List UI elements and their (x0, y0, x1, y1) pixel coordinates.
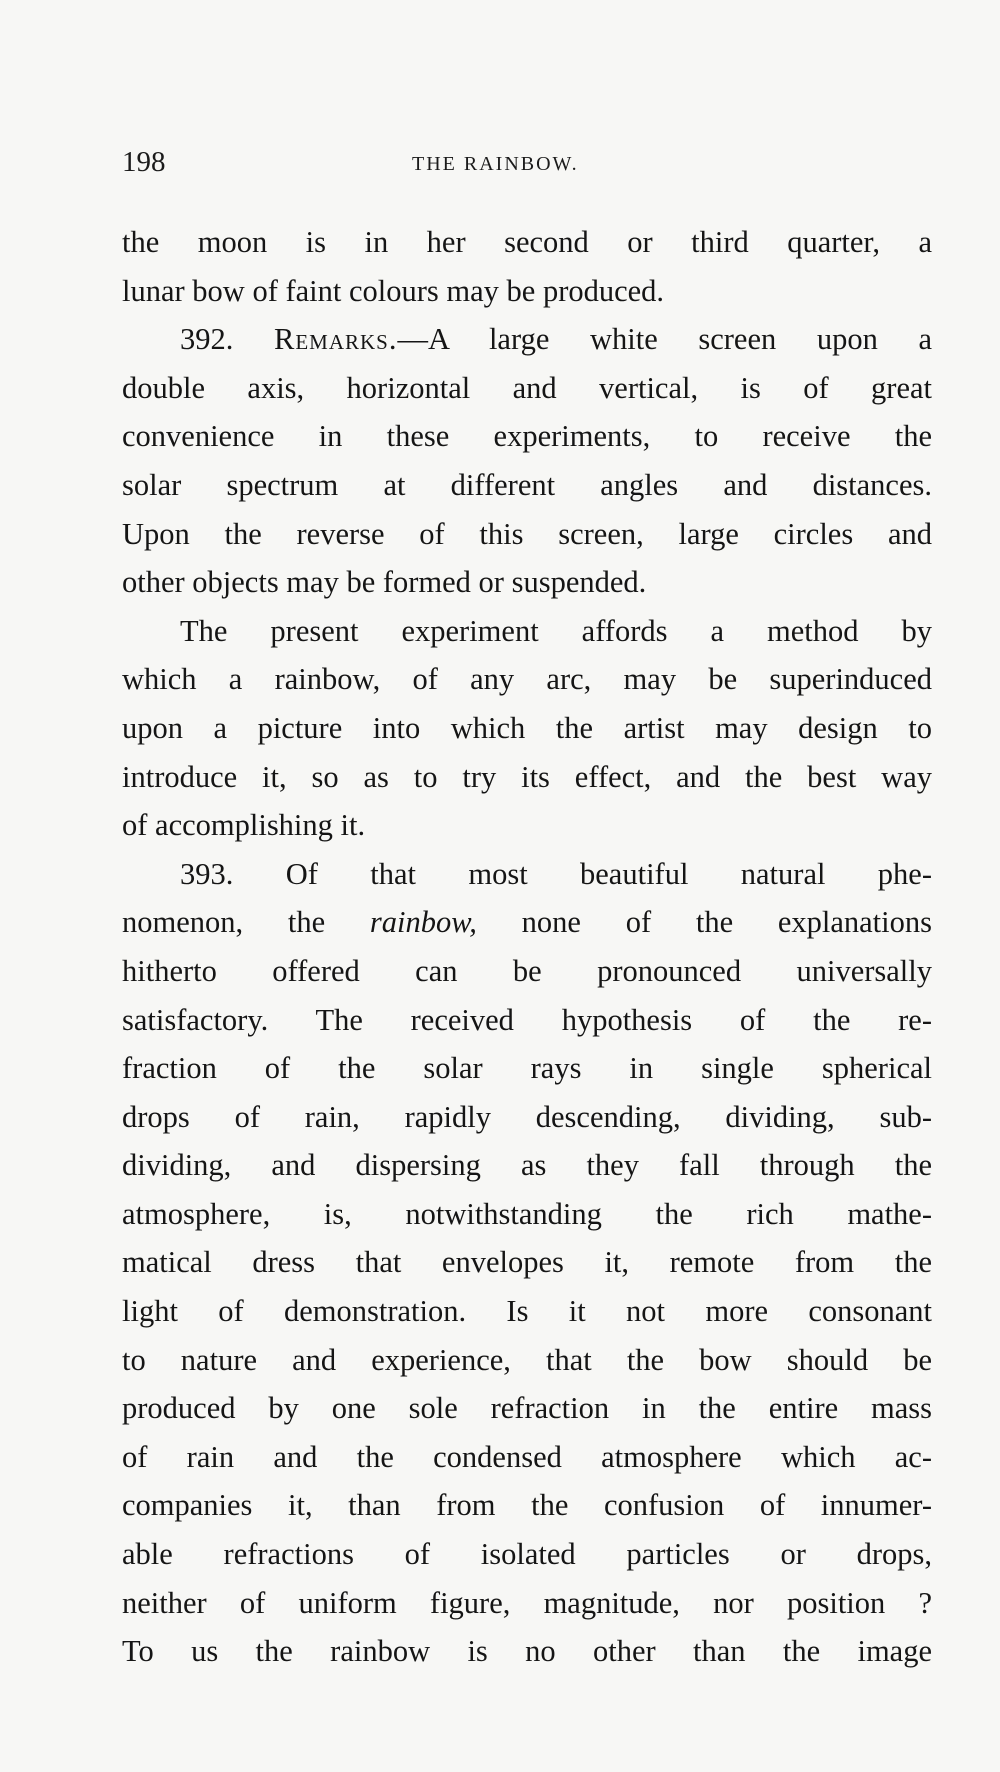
text-segment: nomenon, the (122, 905, 370, 940)
text-line: convenience in these experiments, to receive the (122, 419, 932, 454)
text-line: to nature and experience, that the bow should be (122, 1342, 932, 1377)
text-line: able refractions of isolated particles or drops, (122, 1537, 932, 1572)
text-line: neither of uniform figure, magnitude, nor position ? (122, 1585, 932, 1620)
text-segment: none of the explanations (476, 905, 932, 940)
text-segment: —A large white screen upon a (397, 322, 933, 357)
italic-rainbow: rainbow, (369, 905, 477, 940)
remarks-heading: Remarks. (274, 322, 398, 357)
text-line: drops of rain, rapidly descending, dividing, sub- (122, 1099, 932, 1134)
text-line: light of demonstration. Is it not more consonant (122, 1294, 932, 1329)
text-line: 393. Of that most beautiful natural phe- (180, 856, 932, 891)
text-line: Upon the reverse of this screen, large circles and (122, 516, 932, 551)
text-line: of accomplishing it. (122, 808, 366, 843)
text-line: companies it, than from the confusion of innumer- (122, 1488, 932, 1523)
text-line: The present experiment affords a method by (180, 613, 932, 648)
paragraph-number: 392. (180, 322, 234, 357)
body-text (122, 218, 932, 1676)
text-line: To us the rainbow is no other than the image (122, 1634, 932, 1669)
text-line: hitherto offered can be pronounced universally (122, 953, 932, 988)
text-line: other objects may be formed or suspended. (122, 565, 647, 600)
text-line: solar spectrum at different angles and distances. (122, 467, 932, 502)
rainbow-line (122, 898, 932, 947)
text-line: dividing, and dispersing as they fall through the (122, 1148, 932, 1183)
page-header (122, 142, 932, 192)
page-number: 198 (122, 146, 166, 178)
text-line: lunar bow of faint colours may be produced. (122, 273, 665, 308)
text-line: upon a picture into which the artist may design to (122, 710, 932, 745)
text-line: fraction of the solar rays in single spherical (122, 1051, 932, 1086)
text-line: which a rainbow, of any arc, may be superinduced (122, 662, 932, 697)
text-line: satisfactory. The received hypothesis of the re- (122, 1002, 932, 1037)
text-line: produced by one sole refraction in the entire mass (122, 1391, 932, 1426)
text-line: atmosphere, is, notwithstanding the rich mathe- (122, 1196, 932, 1231)
text-line: the moon is in her second or third quarter, a (122, 225, 932, 259)
text-line: matical dress that envelopes it, remote from the (122, 1245, 932, 1280)
text-line: introduce it, so as to try its effect, and the best way (122, 759, 932, 794)
running-title: THE RAINBOW. (412, 153, 579, 175)
paragraph-392-first-line (122, 315, 932, 364)
text-line: of rain and the condensed atmosphere which ac- (122, 1439, 932, 1474)
text-line: double axis, horizontal and vertical, is of great (122, 370, 932, 405)
